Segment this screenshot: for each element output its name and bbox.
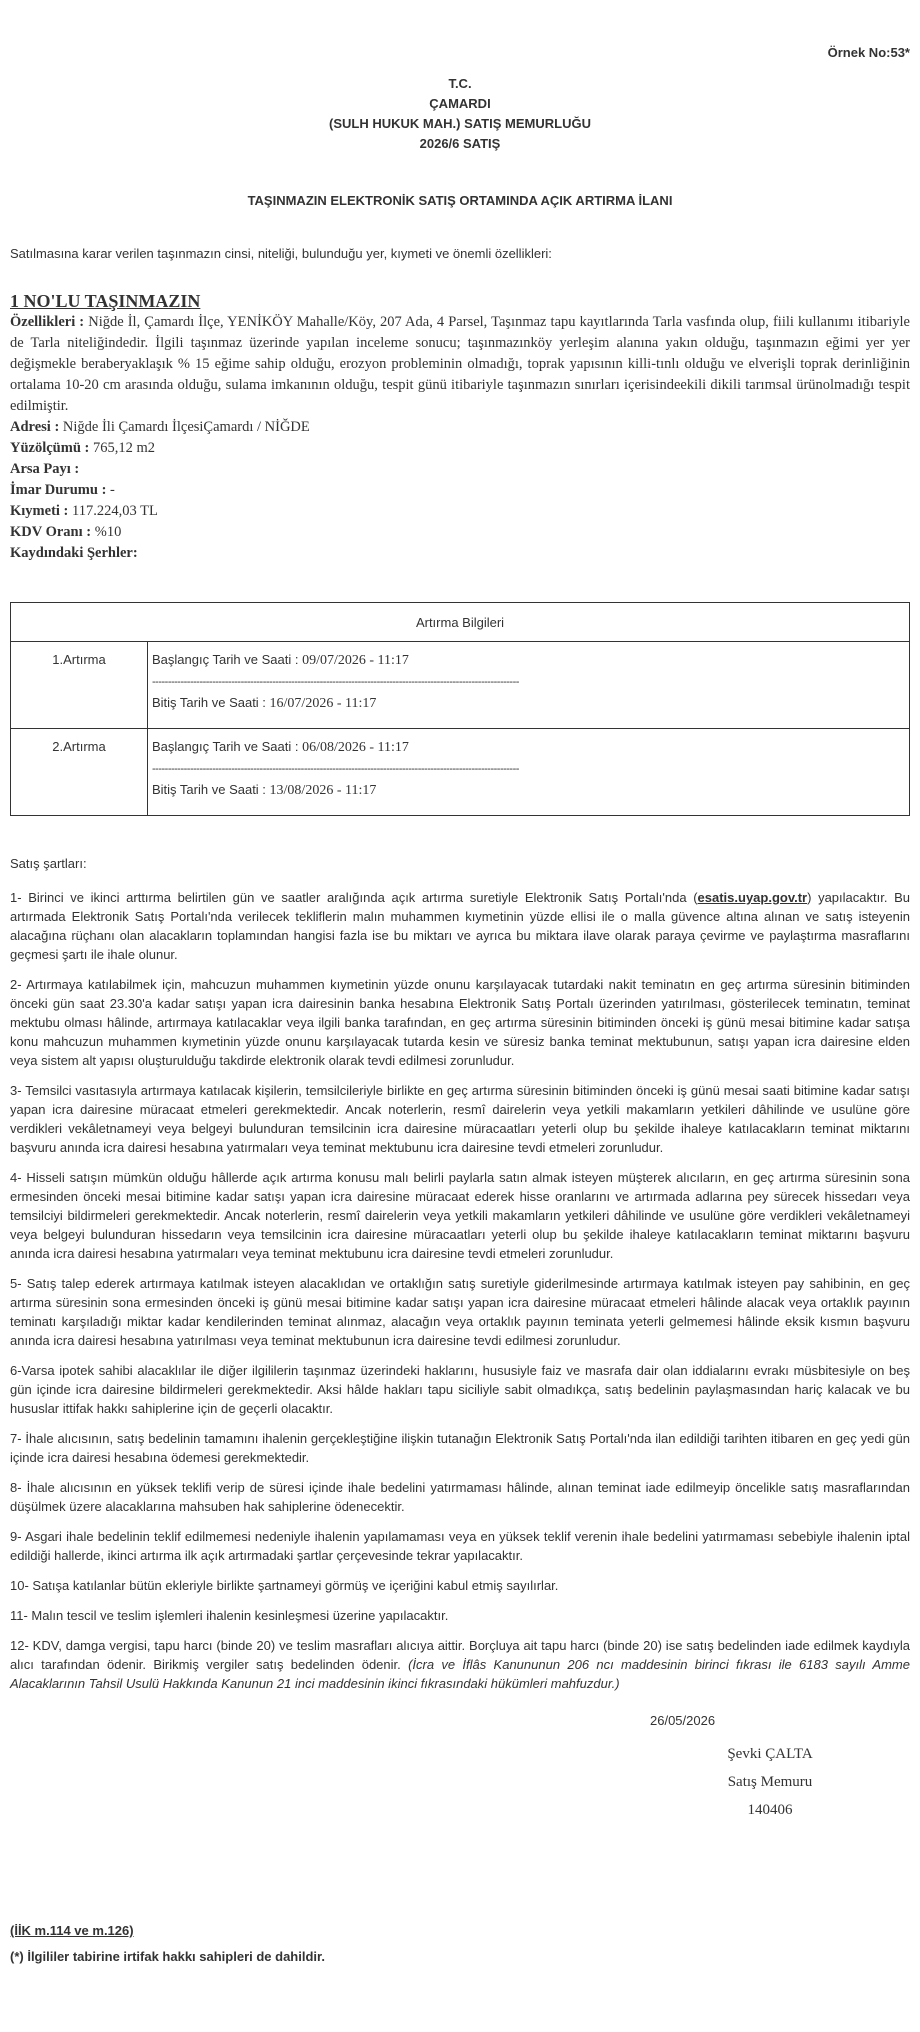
tasinmaz-title: 1 NO'LU TAŞINMAZIN bbox=[10, 291, 201, 311]
kdv-label: KDV Oranı : bbox=[10, 524, 92, 540]
footer-notes bbox=[10, 1918, 325, 1970]
bitis-value: 13/08/2026 - 11:17 bbox=[269, 783, 377, 798]
kiymet-row bbox=[10, 501, 910, 522]
bitis-label: Bitiş Tarih ve Saati : bbox=[152, 695, 266, 710]
sart-item-8: 8- İhale alıcısının en yüksek teklifi verip de süresi içinde ihale bedelini yatırmaması hâlinde, alınan teminat iade edilmeyip öncelikle satış masraflarından düşülmek üzere alacaklarına mahsuben hak sahiplerine ödenecektir. bbox=[10, 1480, 910, 1514]
sart-12-italic: (İcra ve İflâs Kanununun 206 ncı maddesinin birinci fıkrası ile 6183 sayılı Amme Alacaklarının Tahsil Usulü Hakkında Kanunun 21 inci maddesinin ikinci fıkrasındaki hükümleri mahfuzdur.) bbox=[10, 1657, 910, 1691]
sart-1-text-b: ) yapılacaktır. Bu artırmada Elektronik Satış Portalı'nda verilecek tekliflerin malın muhammen kıymetinin yüzde ellisi ile o malla güvence altına alınan ve satış isteyenin alacağına rüçhanı olan alacakların toplamından hangisi fazla ise bu miktarı ve ayrıca bu miktara ilave olarak paraya çevirme ve paylaştırma masraflarını geçmesi şartı ile ihale olunur. bbox=[10, 890, 910, 962]
header-camardi: ÇAMARDI bbox=[429, 96, 491, 111]
sart-item-5: 5- Satış talep ederek artırmaya katılmak isteyen alacaklıdan ve ortaklığın satış suretiyle giderilmesinde artırmaya katılmak isteyen pay sahibinin, en geç artırma süresinin sona ermesinden önceki iş günü mesai bitimine kadar satışı yapan icra dairesine müracaat etmeleri hâlinde alacak veya ortaklık payının teminatı karşıladığı miktar kadar kendilerinden teminat alınmaz, alacağın veya ortaklık payının teminata yeterli gelmemesi hâlinde eksik kısmın başvuru anında icra dairesi hesabına yatırılması veya teminat mektubunun icra dairesine tevdi edilmesi zorunludur. bbox=[10, 1276, 910, 1348]
artirma-header: Artırma Bilgileri bbox=[11, 603, 910, 642]
satis-sartlari bbox=[10, 854, 910, 1704]
intro-text: Satılmasına karar verilen taşınmazın cinsi, niteliği, bulunduğu yer, kıymeti ve önemli özellikleri: bbox=[10, 246, 552, 261]
sart-item-9: 9- Asgari ihale bedelinin teklif edilmemesi nedeniyle ihalenin yapılamaması veya en yüksek teklif verenin ihale bedelini yatırmaması sebebiyle ihalenin iptal edildiği hallerde, ikinci artırma ilk açık artırmadaki şartlar çerçevesinde tekrar yapılacaktır. bbox=[10, 1529, 910, 1563]
kdv-value: %10 bbox=[94, 524, 122, 540]
artirma-table bbox=[10, 602, 910, 816]
imar-value: - bbox=[110, 482, 115, 498]
ozellikleri-label: Özellikleri : bbox=[10, 314, 85, 330]
signer-number: 140406 bbox=[747, 1802, 793, 1818]
bitis-line bbox=[152, 782, 905, 799]
header-memurlugu: (SULH HUKUK MAH.) SATIŞ MEMURLUĞU bbox=[329, 116, 591, 131]
sart-item-6: 6-Varsa ipotek sahibi alacaklılar ile diğer ilgililerin taşınmaz üzerindeki haklarını, hususiyle faiz ve masrafa dair olan iddialarını evrakı müsbitesiyle on beş gün içinde icra dairesine bildirmeleri gerekmektedir. Aksi hâlde hakları tapu siciliyle sabit olmadıkça, satış bedelinin paylaşmasından hariç kalacak ve bu hususlar ittifak hakkı sahiplerine için de geçerli olacaktır. bbox=[10, 1363, 910, 1416]
imar-label: İmar Durumu : bbox=[10, 482, 107, 498]
esatis-link[interactable]: esatis.uyap.gov.tr bbox=[697, 890, 808, 905]
sart-1-text-a: 1- Birinci ve ikinci arttırma belirtilen gün ve saatler aralığında açık artırma suretiyle Elektronik Satış Portalı'nda ( bbox=[10, 890, 698, 905]
adres-label: Adresi : bbox=[10, 419, 60, 435]
artirma-dates bbox=[148, 642, 910, 729]
sartlar-title: Satış şartları: bbox=[10, 856, 87, 871]
ornek-no: Örnek No:53* bbox=[827, 45, 910, 60]
kiymet-value: 117.224,03 TL bbox=[72, 503, 158, 519]
serhler-row bbox=[10, 543, 910, 564]
artirma-label: 1.Artırma bbox=[11, 642, 148, 729]
ilan-title: TAŞINMAZIN ELEKTRONİK SATIŞ ORTAMINDA AÇIK ARTIRMA İLANI bbox=[247, 193, 673, 208]
sart-item-3: 3- Temsilci vasıtasıyla artırmaya katılacak kişilerin, temsilcileriyle birlikte en geç artırma süresinin bitiminden önceki iş günü mesai saati bitimine kadar satışı yapan icra dairesine müracaat etmeleri gerekmektedir. Ancak noterlerin, resmî dairelerin veya yetkili makamların yetkileri dâhilinde ve usulüne göre verdikleri vekâletnameyi veya belgeyi bulunduran temsilcinin icra dairesine müracaatları yeterli olup bu şekilde ihaleye katılacakların teminat miktarını başvuru anında icra dairesi hesabına yatırmaları veya teminat mektubunu icra dairesine tevdi etmeleri zorunludur. bbox=[10, 1083, 910, 1155]
baslangic-line bbox=[152, 739, 905, 756]
baslangic-label: Başlangıç Tarih ve Saati : bbox=[152, 652, 299, 667]
tasinmaz-section bbox=[10, 290, 910, 564]
baslangic-line bbox=[152, 652, 905, 669]
separator-line: -------------------------------------------------------------------------------------------------------------------- bbox=[152, 676, 519, 688]
artirma-row-2 bbox=[11, 729, 910, 816]
baslangic-label: Başlangıç Tarih ve Saati : bbox=[152, 739, 299, 754]
separator-line: -------------------------------------------------------------------------------------------------------------------- bbox=[152, 763, 519, 775]
sart-12-text: 12- KDV, damga vergisi, tapu harcı (binde 20) ve teslim masrafları alıcıya aittir. Borçluya ait tapu harcı (binde 20) ise satış bedelinden iade edilmek kaydıyla alıcı tarafından ödenir. Birikmiş vergiler satış bedelinden ödenir. bbox=[10, 1638, 910, 1672]
adres-row bbox=[10, 417, 910, 438]
baslangic-value: 09/07/2026 - 11:17 bbox=[302, 653, 409, 668]
artirma-row-1 bbox=[11, 642, 910, 729]
yuzolcumu-row bbox=[10, 438, 910, 459]
header-tc: T.C. bbox=[448, 76, 472, 91]
sart-item-1 bbox=[10, 888, 910, 964]
kiymet-label: Kıymeti : bbox=[10, 503, 69, 519]
iik-reference: (İİK m.114 ve m.126) bbox=[10, 1923, 134, 1938]
arsa-payi-label: Arsa Payı : bbox=[10, 461, 80, 477]
signer-title: Satış Memuru bbox=[727, 1774, 813, 1790]
header-satis-no: 2026/6 SATIŞ bbox=[419, 136, 501, 151]
sart-item-7: 7- İhale alıcısının, satış bedelinin tamamını ihalenin gerçekleştiğine ilişkin tutanağın Elektronik Satış Portalı'nda ilan edildiği tarihten itibaren en geç yedi gün içinde icra dairesi hesabına ödemesi gerekmektedir. bbox=[10, 1431, 910, 1465]
baslangic-value: 06/08/2026 - 11:17 bbox=[302, 740, 409, 755]
footnote: (*) İlgililer tabirine irtifak hakkı sahipleri de dahildir. bbox=[10, 1949, 325, 1964]
artirma-dates bbox=[148, 729, 910, 816]
bitis-line bbox=[152, 695, 905, 712]
arsa-payi-row bbox=[10, 459, 910, 480]
artirma-label: 2.Artırma bbox=[11, 729, 148, 816]
document-date: 26/05/2026 bbox=[650, 1713, 716, 1728]
artirma-header-row bbox=[11, 603, 910, 642]
bitis-value: 16/07/2026 - 11:17 bbox=[269, 696, 377, 711]
imar-row bbox=[10, 480, 910, 501]
sart-item-4: 4- Hisseli satışın mümkün olduğu hâllerde açık artırma konusu malı belirli paylarla satın almak isteyen müşterek alıcıların, en geç artırma süresinin sona ermesinden önceki mesai bitimine kadar satışı yapan icra dairesine müracaat ederek hisse oranlarını ve artırmada adlarına pey sürecek hissedarı veya temsilciyi bildirmeleri gerekmektedir. Ancak noterlerin, resmî dairelerin veya yetkili makamların yetkileri dâhilinde ve usulüne göre verdikleri vekâletnameyi veya belgeyi bulunduran hissedarın veya temsilcinin icra dairesine müracaatları yeterli olup bu şekilde ihaleye katılacakların teminat miktarını başvuru anında icra dairesi hesabına yatırmaları veya teminat mektubunu icra dairesine tevdi etmeleri zorunludur. bbox=[10, 1170, 910, 1261]
yuzolcumu-value: 765,12 m2 bbox=[92, 440, 156, 456]
sart-item-12 bbox=[10, 1636, 910, 1693]
ozellikleri-value: Niğde İl, Çamardı İlçe, YENİKÖY Mahalle/Köy, 207 Ada, 4 Parsel, Taşınmaz tapu kayıtlarında Tarla vasfında olup, fiili kullanımı itibariyle de Tarla niteliğindedir. İlgili taşınmaz üzerinde yapılan inceleme sonucu; taşınmazınköy yerleşim alanına yakın olduğu, taşınmazın eğimi yer yer değişmekle beraberyaklaşık % 15 eğime sahip olduğu, erozyon probleminin olmadığı, toprak yapısının killi-tınlı olduğu ve elverişli toprak derinliğinin ortalama 10-20 cm arasında olduğu, sulama imkanının olduğu, tespit günü itibariyle taşınmazın sınırları içerisindeekili dikili tarımsal ürünolmadığı tespit edilmiştir. bbox=[10, 314, 910, 414]
document-header bbox=[10, 74, 910, 154]
yuzolcumu-label: Yüzölçümü : bbox=[10, 440, 90, 456]
signature-block bbox=[700, 1740, 840, 1824]
adres-value: Niğde İli Çamardı İlçesiÇamardı / NİĞDE bbox=[62, 419, 310, 435]
serhler-label: Kaydındaki Şerhler: bbox=[10, 545, 138, 561]
signer-name: Şevki ÇALTA bbox=[727, 1746, 813, 1762]
ozellikleri-row bbox=[10, 312, 910, 417]
sart-item-2: 2- Artırmaya katılabilmek için, mahcuzun muhammen kıymetinin yüzde onunu karşılayacak tutardaki nakit teminatın en geç artırma süresinin bitiminden önceki gün saat 23.30'a kadar satışı yapan icra dairesinin banka hesabına Elektronik Satış Portalı üzerinden yatırılması, gösterilecek teminatın, teminat mektubu olması hâlinde, artırmaya katılacaklar veya ilgili banka tarafından, en geç artırma süresinin bitiminden önceki iş günü mesai bitimine kadar satışa konu mahcuzun muhammen kıymetinin yüzde onunu karşılayacak tutarda kesin ve süresiz banka teminat mektubunun, satışı yapan icra dairesine elden veya sistem alt yapısı oluşturulduğu takdirde elektronik olarak tevdi edilmesi zorunludur. bbox=[10, 977, 910, 1068]
bitis-label: Bitiş Tarih ve Saati : bbox=[152, 782, 266, 797]
sart-item-11: 11- Malın tescil ve teslim işlemleri ihalenin kesinleşmesi üzerine yapılacaktır. bbox=[10, 1608, 449, 1623]
kdv-row bbox=[10, 522, 910, 543]
sart-item-10: 10- Satışa katılanlar bütün ekleriyle birlikte şartnameyi görmüş ve içeriğini kabul etmiş sayılırlar. bbox=[10, 1578, 559, 1593]
